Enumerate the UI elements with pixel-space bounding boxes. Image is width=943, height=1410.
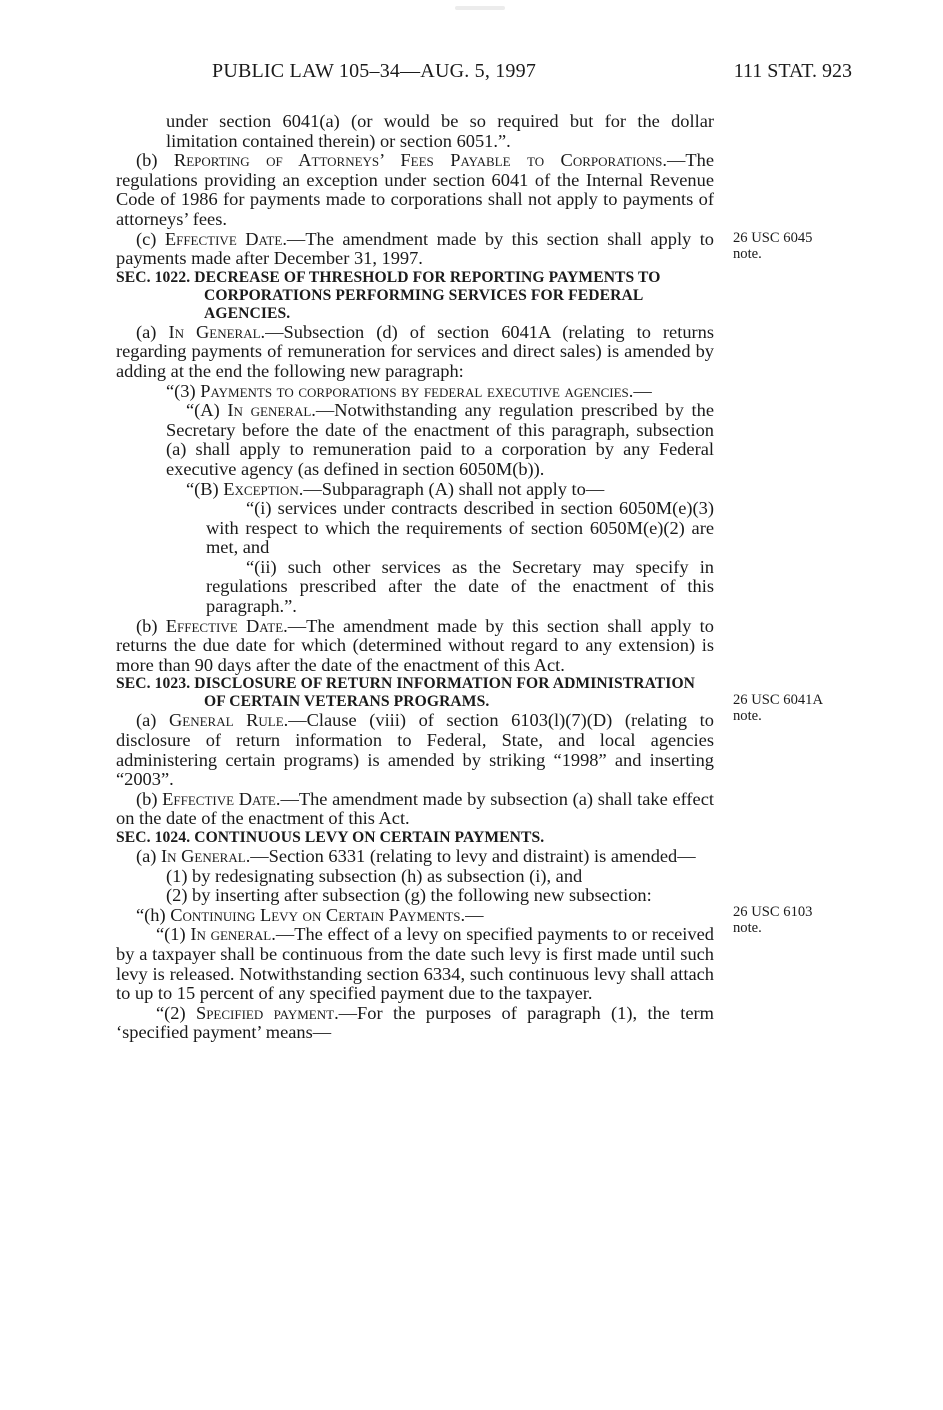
subsection-b-reporting: (b) Reporting of Attorneys’ Fees Payable to Corporations.—The regulations providing an exception under section 6041 of the Internal Revenue Code of 1986 for payments made to corporations shall not apply to payments of attorneys’ fees.	[116, 150, 714, 229]
margin-note-6045: 26 USC 6045 note.	[733, 230, 813, 262]
subsection-c-effective-date: (c) Effective Date.—The amendment made by this section shall apply to payments made after December 31, 1997.	[116, 228, 714, 269]
s1024-paragraph-2: (2) by inserting after subsection (g) the following new subsection:	[166, 885, 652, 906]
s1022-paragraph-3: “(3) Payments to corporations by federal executive agencies.—	[166, 380, 652, 401]
s1022-clause-ii: “(ii) such other services as the Secretary may specify in regulations prescribed after the date of the enactment of this paragraph.”.	[206, 556, 714, 617]
subsection-heading: In General	[168, 321, 261, 342]
paragraph-heading: Specified payment	[195, 1002, 335, 1023]
subsection-heading: General Rule	[168, 710, 284, 731]
page-header	[0, 60, 943, 88]
page-body	[116, 112, 714, 1043]
margin-note-6041a: 26 USC 6041A note.	[733, 692, 824, 724]
paragraph-heading: Payments to corporations by federal executive agencies	[200, 380, 629, 401]
s1024-h-paragraph-1: “(1) In general.—The effect of a levy on specified payments to or received by a taxpayer shall be continuous from the date such levy is first made until such levy is released. Notwithstanding section 6334, such continuous levy shall attach to up to 15 percent of any specified payment due to the taxpayer.	[116, 924, 714, 1004]
subsection-heading: Effective Date	[162, 788, 276, 809]
section-1023-heading: SEC. 1023. DISCLOSURE OF RETURN INFORMATION FOR ADMINISTRATION OF CERTAIN VETERANS PROGRAMS.	[116, 675, 696, 711]
margin-note-6103: 26 USC 6103 note.	[733, 904, 813, 936]
subparagraph-heading: Exception	[223, 478, 299, 499]
s1023-subsection-a: (a) General Rule.—Clause (viii) of section 6103(l)(7)(D) (relating to disclosure of return information to Federal, State, and local agencies administering certain programs) is amended by striking “1998” and inserting “2003”.	[116, 710, 714, 790]
section-1022-heading: SEC. 1022. DECREASE OF THRESHOLD FOR REPORTING PAYMENTS TO CORPORATIONS PERFORMING SERVICES FOR FEDERAL AGENCIES.	[116, 268, 661, 322]
subparagraph-heading: In general	[227, 400, 312, 421]
s1024-paragraph-1: (1) by redesignating subsection (h) as subsection (i), and	[166, 865, 583, 886]
subsection-heading: Continuing Levy on Certain Payments	[170, 904, 461, 925]
paragraph-continuation: under section 6041(a) (or would be so required but for the dollar limitation contained therein) or section 6051.”.	[166, 111, 714, 151]
s1024-h-paragraph-2: “(2) Specified payment.—For the purposes of paragraph (1), the term ‘specified payment’ means—	[116, 1002, 714, 1043]
s1023-subsection-b: (b) Effective Date.—The amendment made by subsection (a) shall take effect on the date of the enactment of this Act.	[116, 788, 714, 829]
section-1024-heading: SEC. 1024. CONTINUOUS LEVY ON CERTAIN PAYMENTS.	[116, 829, 545, 846]
s1022-subparagraph-B: “(B) Exception.—Subparagraph (A) shall not apply to—	[186, 478, 605, 499]
subsection-heading: Effective Date	[164, 228, 283, 249]
s1024-subsection-h: “(h) Continuing Levy on Certain Payments.—	[136, 904, 484, 925]
s1022-subsection-b: (b) Effective Date.—The amendment made by this section shall apply to returns the due date for which (determined without regard to any extension) is more than 90 days after the date of the enactment of this Act.	[116, 615, 714, 675]
running-head: PUBLIC LAW 105–34—AUG. 5, 1997	[212, 60, 537, 82]
subsection-heading: In General	[161, 846, 246, 866]
subsection-heading: Reporting of Attorneys’ Fees Payable to Corporations	[173, 150, 663, 171]
s1024-subsection-a: (a) In General.—Section 6331 (relating to levy and distraint) is amended—	[136, 846, 696, 866]
s1022-clause-i: “(i) services under contracts described in section 6050M(e)(3) with respect to which the requirements of section 6050M(e)(2) are met, and	[206, 498, 714, 558]
s1022-subsection-a: (a) In General.—Subsection (d) of section 6041A (relating to returns regarding payments of remuneration for services and direct sales) is amended by adding at the end the following new paragraph:	[116, 321, 714, 381]
subsection-heading: Effective Date	[165, 615, 284, 636]
scan-smudge	[455, 6, 505, 10]
paragraph-heading: In general	[190, 924, 272, 945]
page-number: 111 STAT. 923	[733, 60, 852, 82]
s1022-subparagraph-A: “(A) In general.—Notwithstanding any regulation prescribed by the Secretary before the date of the enactment of this paragraph, subsection (a) shall apply to remuneration paid to a corporation by any Federal executive agency (as defined in section 6050M(b)).	[166, 400, 714, 479]
